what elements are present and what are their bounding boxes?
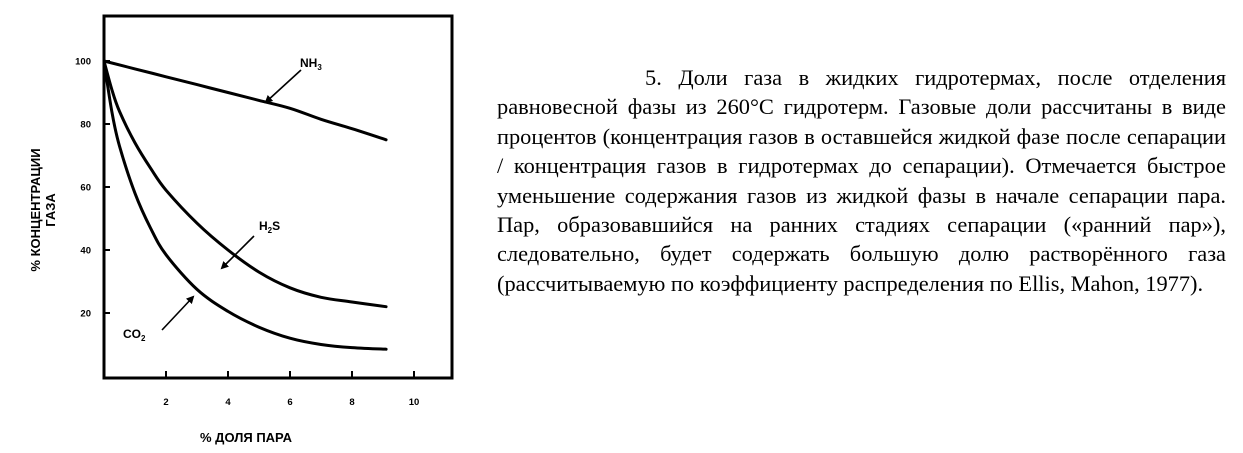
series-label-arrow xyxy=(162,297,193,330)
series-label-arrow xyxy=(222,236,254,268)
series-label-arrow xyxy=(266,70,301,102)
figure-caption: 5. Доли газа в жидких гидротермах, после отделения равновесной фазы из 260°С гидротерм. Газовые доли рассчитаны в виде процентов (концентрация газов в оставшейся жидкой фазе после сепарации / концентрация газов в гидротермах до сепарации). Отмечается быстрое уменьшение содержания газов из жидкой фазы в начале сепарации пара. Пар, образовавшийся на ранних стадиях сепарации («ранний пар»), следовательно, будет содержать большую долю растворённого газа (рассчитываемую по коэффициенту распределения по Ellis, Mahon, 1977). xyxy=(497,65,1226,296)
y-axis-label-line-2: ГАЗА xyxy=(43,193,58,227)
x-tick-label: 10 xyxy=(408,397,420,408)
series-label-layer xyxy=(123,56,322,343)
y-axis-label xyxy=(28,148,58,271)
series-label-co2: $CO_2$ xyxy=(123,327,146,343)
y-tick-label: 20 xyxy=(80,308,91,320)
plot-frame xyxy=(104,16,452,378)
y-tick-label: 100 xyxy=(75,56,91,68)
x-axis-label: % ДОЛЯ ПАРА xyxy=(200,430,292,445)
series-label-nh3: $NH_3$ xyxy=(300,56,322,72)
x-tick-label: 2 xyxy=(163,397,169,408)
x-tick-label: 8 xyxy=(349,397,355,408)
x-tick-label: 6 xyxy=(287,397,293,408)
series-label-h2s: $H_2S$ xyxy=(259,219,281,235)
series-line-co2 xyxy=(104,61,386,349)
y-tick-label: 40 xyxy=(80,245,91,257)
y-axis-label-line-1: % КОНЦЕНТРАЦИИ xyxy=(28,148,43,272)
series-layer xyxy=(104,61,386,349)
gas-fraction-chart xyxy=(0,0,470,453)
y-tick-label: 80 xyxy=(80,119,91,131)
x-tick-label: 4 xyxy=(225,397,231,408)
axis-layer xyxy=(75,57,419,409)
series-line-nh3 xyxy=(104,61,386,140)
y-tick-label: 60 xyxy=(80,182,91,194)
